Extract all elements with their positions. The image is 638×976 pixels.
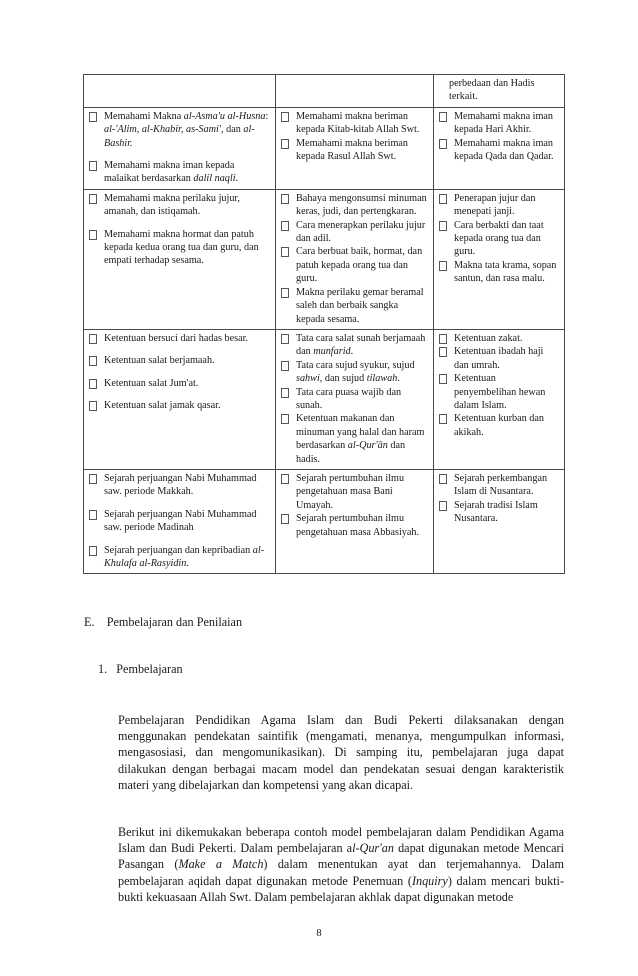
- list-item: [438, 259, 560, 286]
- text-fragment: al-Khulafa al-Rasyidin: [104, 544, 265, 569]
- table-cell-col2: [276, 75, 434, 108]
- list-item: [438, 137, 560, 164]
- text-fragment: Memahami Makna: [104, 110, 184, 122]
- list-item: [280, 412, 429, 466]
- list-item: [280, 472, 429, 512]
- table-cell-col3: [434, 75, 565, 108]
- list-item-text: [454, 137, 560, 164]
- checkbox-bullet-icon: [439, 261, 447, 271]
- list-item-text: [296, 110, 429, 137]
- text-fragment: Makna tata krama, sopan santun, dan rasa malu.: [454, 259, 557, 285]
- list-item-text: [104, 354, 271, 367]
- text-fragment: munfarid: [313, 346, 351, 358]
- text-fragment: .: [350, 346, 354, 358]
- list-item: [280, 332, 429, 359]
- list-item-text: [454, 499, 560, 526]
- text-fragment: Tata cara sujud syukur, sujud: [296, 359, 415, 371]
- text-fragment: dalil naqli: [193, 173, 236, 185]
- text-fragment: Ketentuan ibadah haji dan umrah.: [454, 346, 544, 371]
- list-item-text: [296, 472, 429, 512]
- list-item-text: [104, 399, 271, 412]
- table-cell-col2: [276, 107, 434, 189]
- checkbox-bullet-icon: [89, 194, 97, 204]
- checkbox-bullet-icon: [439, 221, 447, 231]
- list-item-text: [296, 219, 429, 246]
- list-item: [438, 219, 560, 259]
- text-fragment: .: [186, 558, 189, 569]
- text-fragment: Ketentuan makanan dan minuman yang halal dan haram berdasarkan: [296, 413, 425, 452]
- text-fragment: Sejarah perjuangan Nabi Muhammad saw. periode Madinah: [104, 508, 257, 534]
- text-fragment: al-Bashir.: [104, 124, 255, 149]
- checkbox-bullet-icon: [89, 474, 97, 484]
- list-item: [280, 386, 429, 413]
- checkbox-bullet-icon: [89, 356, 97, 366]
- text-fragment: Ketentuan salat jamak qasar.: [104, 400, 221, 412]
- section-e-heading: [84, 614, 242, 630]
- list-item-text: [104, 472, 271, 499]
- checkbox-bullet-icon: [89, 546, 97, 556]
- list-item-text: [454, 219, 560, 259]
- list-item-text: [454, 192, 560, 219]
- text-fragment: al-Asma'u al-Husna: [183, 110, 266, 122]
- text-fragment: Memahami makna beriman kepada Rasul Allah Swt.: [296, 137, 409, 163]
- list-item: [438, 110, 560, 137]
- checkbox-bullet-icon: [89, 112, 97, 122]
- checkbox-bullet-icon: [439, 194, 447, 204]
- checkbox-bullet-icon: [281, 247, 289, 257]
- list-item-text: [104, 192, 271, 219]
- section-1-heading: [98, 661, 183, 677]
- table-cell-col3: [434, 469, 565, 573]
- text-fragment: Sejarah perjuangan Nabi Muhammad saw. periode Makkah.: [104, 472, 257, 498]
- text-fragment: al-'Alim, al-Khabir, as-Sami': [104, 124, 221, 136]
- list-item-text: [454, 110, 560, 137]
- checkbox-bullet-icon: [281, 288, 289, 298]
- text-fragment: Berikut ini dikemukakan beberapa contoh model pembelajaran dalam Pendidikan Agama Islam dan Budi Pekerti. Dalam pembelajaran a: [118, 825, 564, 856]
- text-fragment: Bahaya mengonsumsi minuman keras, judi, dan pertengkaran.: [296, 192, 427, 218]
- list-item: [438, 345, 560, 372]
- text-fragment: Sejarah tradisi Islam Nusantara.: [454, 499, 538, 525]
- checkbox-bullet-icon: [89, 379, 97, 389]
- checkbox-bullet-icon: [281, 361, 289, 371]
- list-item-text: [296, 245, 429, 285]
- table-row: [84, 189, 565, 329]
- table-cell-col3: [434, 189, 565, 329]
- list-item: [438, 192, 560, 219]
- list-item-text: [296, 286, 429, 326]
- list-item: [280, 110, 429, 137]
- continued-text: perbedaan dan Hadis terkait.: [449, 78, 535, 103]
- text-fragment: dapat digunakan metode Mencari Pasangan (: [118, 841, 564, 872]
- list-item-text: [454, 259, 560, 286]
- list-item-text: [296, 359, 429, 386]
- list-item-text: [104, 110, 271, 150]
- text-fragment: Sejarah perkembangan Islam di Nusantara.: [454, 472, 548, 498]
- text-fragment: :: [265, 110, 269, 122]
- text-fragment: Ketentuan kurban dan akikah.: [454, 413, 544, 438]
- text-fragment: Memahami makna hormat dan patuh kepada kedua orang tua dan guru, dan empati terhadap sesama.: [104, 228, 259, 267]
- list-item-text: [104, 228, 271, 268]
- checkbox-bullet-icon: [439, 374, 447, 384]
- text-fragment: ) dalam mencari bukti-bukti kekuasaan Allah Swt. Dalam pembelajaran akhlak dapat digunakan metode: [118, 873, 564, 904]
- text-fragment: Ketentuan penyembelihan hewan dalam Islam.: [454, 373, 546, 411]
- text-fragment: Make a Match: [178, 857, 264, 872]
- text-fragment: Cara menerapkan perilaku jujur dan adil.: [296, 219, 426, 245]
- list-item-text: [104, 332, 271, 345]
- text-fragment: .: [235, 173, 239, 185]
- checkbox-bullet-icon: [439, 334, 447, 344]
- list-item-text: [296, 412, 429, 466]
- text-fragment: Ketentuan zakat.: [454, 332, 523, 344]
- text-fragment: .: [397, 373, 400, 385]
- list-item-text: [296, 137, 429, 164]
- table-row: [84, 469, 565, 573]
- list-item: [438, 499, 560, 526]
- list-item-text: [296, 512, 429, 539]
- table-row: [84, 329, 565, 469]
- section-e-letter: E.: [84, 615, 95, 629]
- list-item: [280, 512, 429, 539]
- list-item: [280, 192, 429, 219]
- text-fragment: Tata cara salat sunah berjamaah dan: [296, 332, 426, 358]
- text-fragment: Memahami makna perilaku jujur, amanah, dan istiqamah.: [104, 192, 240, 218]
- text-fragment: Sejarah pertumbuhan ilmu pengetahuan masa Bani Umayah.: [296, 472, 405, 511]
- list-item: [88, 377, 271, 390]
- list-item-text: [296, 192, 429, 219]
- checkbox-bullet-icon: [89, 334, 97, 344]
- list-item-text: [104, 508, 271, 535]
- list-item-text: [296, 332, 429, 359]
- paragraph-pembelajaran: Pembelajaran Pendidikan Agama Islam dan Budi Pekerti dilaksanakan dengan menggunakan pendekatan saintifik (mengamati, menanya, mengumpulkan informasi, mengasosiasi, dan mengomunikasikan). Di samping itu, pembelajaran juga dapat dilakukan dengan berbagai macam model dan pendekatan sesuai dengan karakteristik materi yang dibelajarkan dan kompetensi yang akan dicapai.: [118, 713, 564, 792]
- table-cell-col2: [276, 189, 434, 329]
- list-item-text: [454, 412, 560, 439]
- list-item: [438, 472, 560, 499]
- list-item-text: [104, 377, 271, 390]
- table-cell-col1: [84, 189, 276, 329]
- text-fragment: ) dalam menentukan ayat dan terjemahannya. Dalam pembelajaran aqidah dapat digunakan metode Penemuan (: [118, 857, 565, 888]
- text-fragment: sahwi: [296, 373, 320, 385]
- list-item-text: [454, 332, 560, 345]
- checkbox-bullet-icon: [281, 414, 289, 424]
- list-item: [88, 228, 271, 268]
- checkbox-bullet-icon: [281, 388, 289, 398]
- list-item: [280, 359, 429, 386]
- checkbox-bullet-icon: [281, 112, 289, 122]
- text-fragment: l-Qur'an: [352, 841, 394, 856]
- text-fragment: Memahami makna iman kepada malaikat berdasarkan: [104, 160, 235, 185]
- checkbox-bullet-icon: [281, 139, 289, 149]
- list-item: [88, 110, 271, 150]
- checkbox-bullet-icon: [89, 230, 97, 240]
- checkbox-bullet-icon: [439, 501, 447, 511]
- table-cell-col1: [84, 329, 276, 469]
- list-item-text: [454, 372, 560, 412]
- list-item: [88, 332, 271, 345]
- table-cell-col2: [276, 469, 434, 573]
- text-fragment: dan hadis.: [296, 440, 406, 465]
- curriculum-table: [83, 74, 565, 574]
- text-fragment: Tata cara puasa wajib dan sunah.: [296, 386, 402, 411]
- text-fragment: Sejarah pertumbuhan ilmu pengetahuan masa Abbasiyah.: [296, 513, 420, 538]
- checkbox-bullet-icon: [281, 194, 289, 204]
- list-item: [88, 159, 271, 186]
- text-fragment: Penerapan jujur dan menepati janji.: [454, 192, 536, 218]
- checkbox-bullet-icon: [89, 161, 97, 171]
- page-number: 8: [316, 928, 322, 939]
- section-1-title: Pembelajaran: [116, 662, 183, 676]
- text-fragment: Cara berbakti dan taat kepada orang tua dan guru.: [454, 219, 544, 258]
- list-item-text: [296, 386, 429, 413]
- list-item: [88, 472, 271, 499]
- text-fragment: Memahami makna iman kepada Hari Akhir.: [454, 110, 554, 136]
- checkbox-bullet-icon: [89, 510, 97, 520]
- table-cell-col2: [276, 329, 434, 469]
- checkbox-bullet-icon: [281, 334, 289, 344]
- text-fragment: Ketentuan salat berjamaah.: [104, 355, 215, 367]
- text-fragment: Memahami makna beriman kepada Kitab-kitab Allah Swt.: [296, 110, 420, 136]
- checkbox-bullet-icon: [439, 139, 447, 149]
- text-fragment: Memahami makna iman kepada Qada dan Qadar.: [454, 137, 554, 163]
- checkbox-bullet-icon: [439, 112, 447, 122]
- checkbox-bullet-icon: [439, 474, 447, 484]
- text-fragment: Sejarah perjuangan dan kepribadian: [104, 544, 253, 556]
- paragraph-contoh-model: [118, 824, 564, 905]
- text-fragment: , dan: [221, 124, 244, 136]
- table-row: [84, 107, 565, 189]
- list-item: [280, 286, 429, 326]
- table-cell-col1: [84, 107, 276, 189]
- table-cell-col1: [84, 469, 276, 573]
- text-fragment: al-Qur'ān: [347, 440, 388, 452]
- text-fragment: , dan sujud: [319, 373, 367, 385]
- text-fragment: Makna perilaku gemar beramal saleh dan berbaik sangka kepada sesama.: [296, 286, 424, 325]
- text-fragment: Inquiry: [411, 873, 448, 888]
- checkbox-bullet-icon: [281, 221, 289, 231]
- list-item: [280, 137, 429, 164]
- list-item-text: [104, 159, 271, 186]
- table-row: [84, 75, 565, 108]
- list-item: [438, 332, 560, 345]
- text-fragment: Ketentuan bersuci dari hadas besar.: [104, 332, 248, 344]
- table-cell-col3: [434, 329, 565, 469]
- table-cell-col3: [434, 107, 565, 189]
- section-1-number: 1.: [98, 662, 108, 676]
- list-item: [88, 192, 271, 219]
- checkbox-bullet-icon: [281, 514, 289, 524]
- list-item: [280, 245, 429, 285]
- list-item: [280, 219, 429, 246]
- list-item-text: [454, 472, 560, 499]
- checkbox-bullet-icon: [281, 474, 289, 484]
- list-item: [438, 372, 560, 412]
- list-item: [88, 399, 271, 412]
- table-cell-col1: [84, 75, 276, 108]
- list-item-text: [454, 345, 560, 372]
- list-item: [438, 412, 560, 439]
- checkbox-bullet-icon: [439, 347, 447, 357]
- section-e-title: Pembelajaran dan Penilaian: [106, 615, 243, 629]
- text-fragment: Cara berbuat baik, hormat, dan patuh kepada orang tua dan guru.: [296, 246, 423, 285]
- checkbox-bullet-icon: [439, 414, 447, 424]
- list-item: [88, 544, 271, 571]
- text-fragment: tilawah: [366, 373, 398, 385]
- list-item-text: [104, 544, 271, 571]
- text-fragment: Ketentuan salat Jum'at.: [104, 377, 199, 389]
- checkbox-bullet-icon: [89, 401, 97, 411]
- list-item: [88, 508, 271, 535]
- list-item: [88, 354, 271, 367]
